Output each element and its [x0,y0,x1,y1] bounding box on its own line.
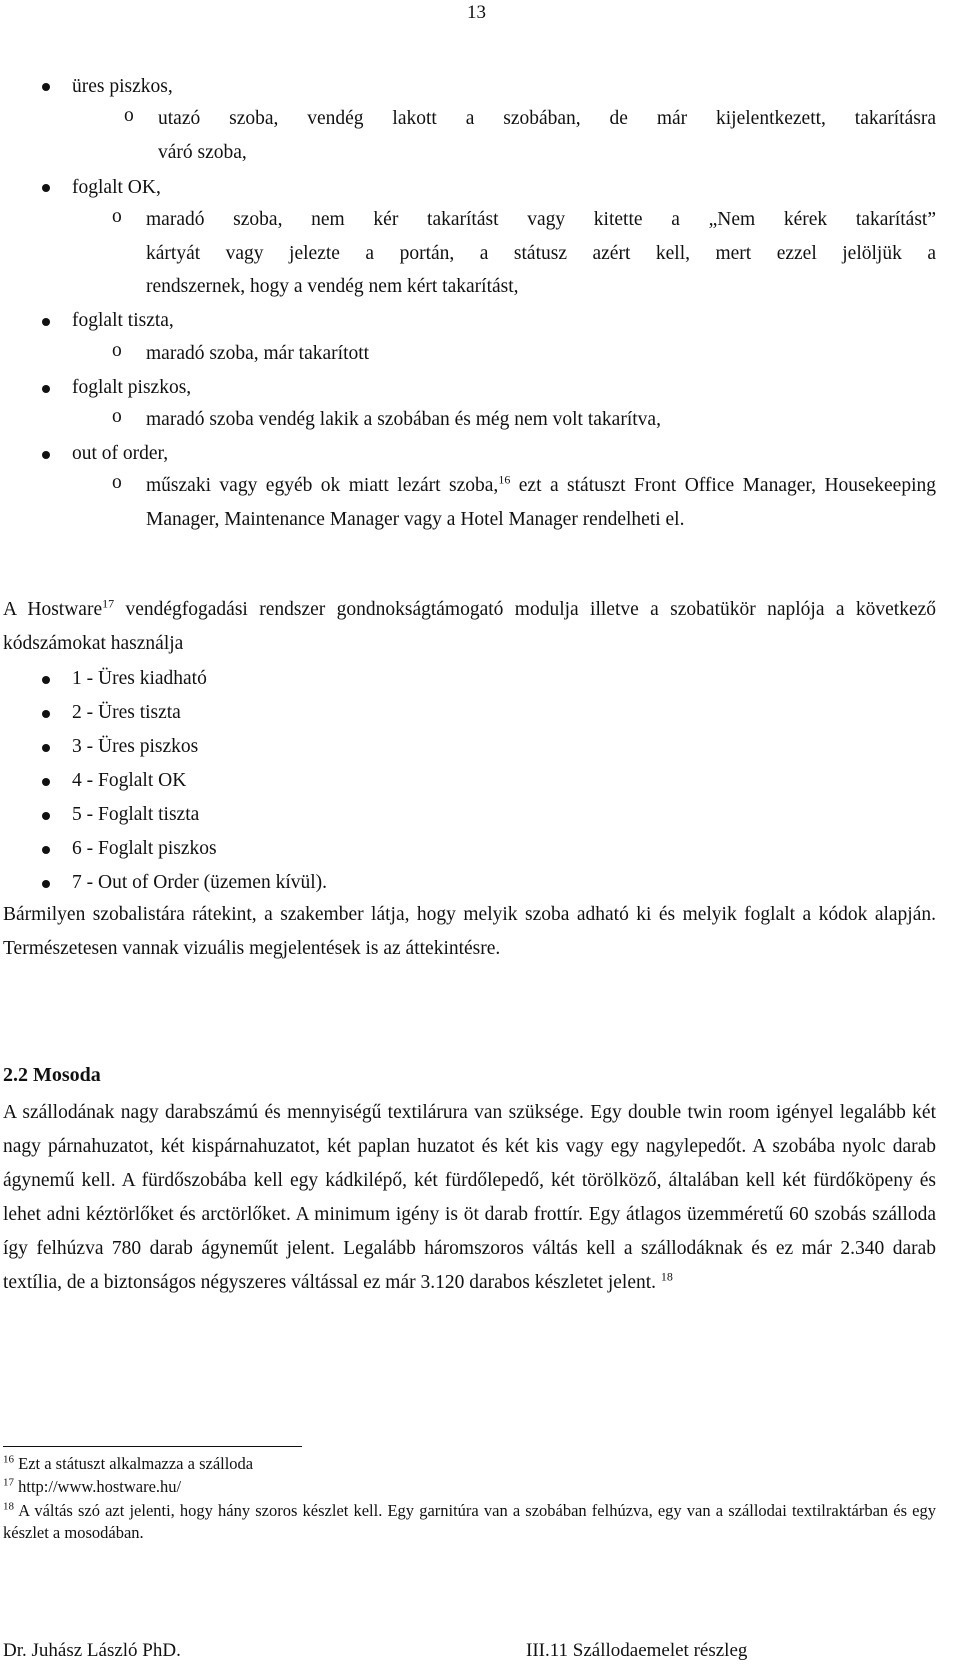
summary-paragraph: Bármilyen szobalistára rátekint, a szakember látja, hogy melyik szoba adható ki és melyik foglalt a kódok alapján. Természetesen vannak vizuális megjelentések is az áttekintésre. [3,904,936,959]
bullet-icon [42,710,50,718]
footer-author: Dr. Juhász László PhD. [3,1640,181,1661]
bullet-icon [42,83,50,91]
list-item: out of order, [72,443,169,464]
code-item: 5 - Foglalt tiszta [72,804,200,825]
sub-item-line: maradó szoba vendég lakik a szobában és még nem volt takarítva, [146,409,661,430]
bullet-icon [42,846,50,854]
hostware-paragraph [3,593,936,661]
footnote-ref: 16 [498,472,511,487]
bullet-icon [42,451,50,459]
bullet-icon [42,676,50,684]
list-item: foglalt piszkos, [72,377,192,398]
bullet-icon [42,880,50,888]
bullet-icon [42,778,50,786]
footnote-ref: 18 [660,1269,673,1284]
footnote [3,1453,936,1475]
sub-bullet-icon: o [112,340,122,361]
list-item: foglalt tiszta, [72,310,174,331]
footnote-text: http://www.hostware.hu/ [14,1477,182,1496]
section-heading [3,1064,101,1087]
footnote [3,1476,936,1498]
sub-bullet-icon: o [112,406,122,427]
sub-item-text: műszaki vagy egyéb ok miatt lezárt szoba, [146,475,499,496]
section-title: Mosoda [33,1064,101,1086]
bullet-icon [42,184,50,192]
page-number: 13 [467,2,486,23]
footnote-text: A váltás szó azt jelenti, hogy hány szoros készlet kell. Egy garnitúra van a szobában felhúzva, egy van a szállodai textilraktárban és egy készlet a mosodában. [3,1501,936,1542]
paragraph-text: vendégfogadási rendszer gondnokságtámogató modulja illetve a szobatükör naplója a következő kódszámokat használja [3,599,937,654]
code-item: 6 - Foglalt piszkos [72,838,217,859]
paragraph-text: A Hostware [3,599,103,620]
code-item: 2 - Üres tiszta [72,702,181,723]
paragraph-text: A szállodának nagy darabszámú és mennyiségű textilárura van szüksége. Egy double twin room igényel legalább két nagy párnahuzatot, két kispárnahuzatot, két paplan huzatot és két kis vagy egy nagylepedőt. A szobába nyolc darab ágynemű kell. A fürdőszobába kell egy kádkilépő, két fürdőlepedő, két törölköző, általában kell két fürdőköpeny és lehet adni kéztörlőket és arctörlőket. A minimum igény is öt darab frottír. Egy átlagos üzemméretű 60 szobás szálloda így felhúzva 780 darab ágyneműt jelent. Legalább háromszoros váltás kell a szállodáknak és ez már 2.340 darab textília, de a biztonságos négyszeres váltással ez már 3.120 darabos készletet jelent. [3,1102,936,1293]
sub-item-line: váró szoba, [158,142,247,163]
code-item: 1 - Üres kiadható [72,668,207,689]
footnote-number: 16 [3,1453,14,1466]
code-item: 3 - Üres piszkos [72,736,199,757]
footnote-text: Ezt a státuszt alkalmazza a szálloda [14,1454,254,1473]
list-item: üres piszkos, [72,76,173,97]
sub-item-line: utazó szoba, vendég lakott a szobában, de már kijelentkezett, takarításra [158,108,936,129]
sub-item-text: ezt a státuszt Front Office Manager, Housekeeping Manager, Maintenance Manager vagy a Hotel Manager rendelheti el. [146,475,936,530]
sub-item-line: maradó szoba, már takarított [146,343,370,364]
laundry-paragraph [3,1096,936,1300]
sub-item-line: kártyát vagy jelezte a portán, a státusz azért kell, mert ezzel jelöljük a [146,243,936,264]
sub-item-line: rendszernek, hogy a vendég nem kért takarítást, [146,276,519,297]
footnote-number: 17 [3,1476,14,1489]
footer-title: III.11 Szállodaemelet részleg [526,1640,748,1661]
sub-item-paragraph [146,469,936,537]
sub-bullet-icon: o [124,105,134,126]
code-item: 7 - Out of Order (üzemen kívül). [72,872,328,893]
code-item: 4 - Foglalt OK [72,770,187,791]
bullet-icon [42,385,50,393]
sub-bullet-icon: o [112,472,122,493]
footnote-number: 18 [3,1500,14,1513]
sub-bullet-icon: o [112,206,122,227]
bullet-icon [42,744,50,752]
list-item: foglalt OK, [72,177,161,198]
bullet-icon [42,318,50,326]
sub-item-line: maradó szoba, nem kér takarítást vagy kitette a „Nem kérek takarítást” [146,209,936,230]
bullet-icon [42,812,50,820]
footnote [3,1500,936,1544]
footnote-ref: 17 [102,596,115,611]
footnote-separator [3,1446,302,1447]
section-number: 2.2 [3,1064,28,1086]
